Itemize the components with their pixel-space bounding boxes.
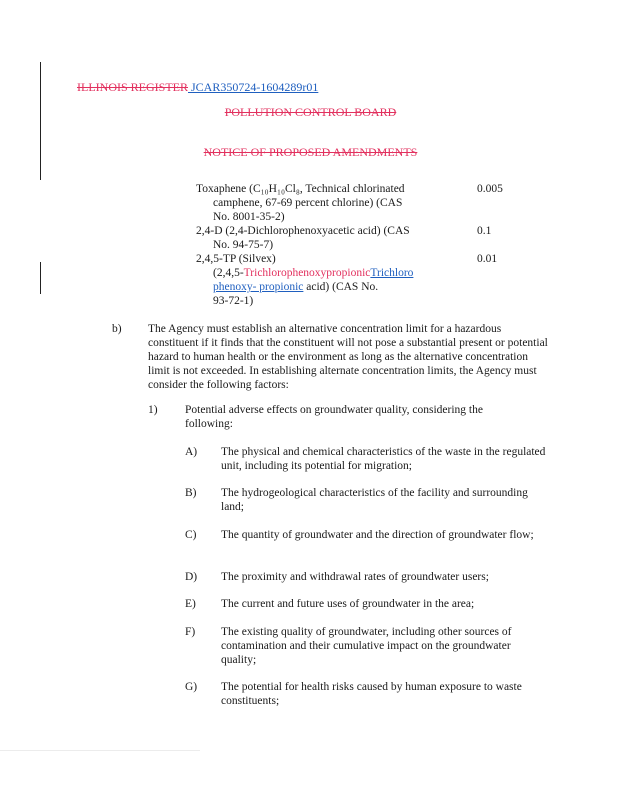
row-name-line (196, 266, 413, 280)
section-b-text: The Agency must establish an alternative concentration limit for a hazardous constituent if it finds that the constituent will not pose a substantial present or potential hazard to human health or the environment as long as the alternative concentration limit is not exceeded. In establishing alternate concentration limits, the Agency must consider the following factors: (148, 323, 548, 391)
row-value: 0.01 (477, 253, 498, 265)
silvex-prefix: (2,4,5- (213, 267, 244, 279)
silvex-suffix: acid) (CAS No. (303, 281, 379, 293)
deleted-chemical-name: Trichlorophenoxypropionic (243, 267, 371, 279)
sub-item-label: F) (185, 626, 196, 638)
item-1-text: Potential adverse effects on groundwater quality, considering the following: (185, 404, 483, 430)
sub-item-label: E) (185, 598, 196, 610)
inserted-chemical-name-cont: phenoxy- propionic (213, 281, 304, 293)
row-name-line: 2,4,5-TP (Silvex) (196, 253, 276, 265)
register-header (77, 80, 318, 95)
row-name-line: Toxaphene (C₁₀H₁₀Cl₈, Technical chlorinated (196, 183, 405, 195)
sub-item-label: B) (185, 487, 197, 499)
row-name-line: 2,4-D (2,4-Dichlorophenoxyacetic acid) (CAS (196, 225, 410, 237)
row-name-line: No. 94-75-7) (213, 239, 274, 251)
sub-item-text: The current and future uses of groundwater in the area; (221, 598, 475, 610)
row-name-line: No. 8001-35-2) (213, 211, 285, 223)
sub-item-label: D) (185, 571, 198, 583)
row-name-line (196, 280, 413, 294)
register-inserted-text: JCAR350724-1604289r01 (188, 80, 319, 94)
notice-title (0, 145, 621, 160)
sub-item-label: G) (185, 681, 198, 693)
row-value: 0.1 (477, 225, 492, 237)
table-row (196, 252, 413, 308)
footer-rule (0, 750, 200, 751)
table-row (196, 182, 405, 224)
sub-item-text: The existing quality of groundwater, including other sources of contamination and their cumulative impact on the groundwater quality; (221, 626, 512, 666)
section-b-label: b) (112, 323, 122, 335)
sub-item-label: A) (185, 446, 198, 458)
sub-item-text: The quantity of groundwater and the direction of groundwater flow; (221, 529, 534, 541)
notice-title-text: NOTICE OF PROPOSED AMENDMENTS (203, 145, 418, 159)
item-1-label: 1) (148, 404, 158, 416)
sub-item-label: C) (185, 529, 197, 541)
sub-item-text: The physical and chemical characteristics of the waste in the regulated unit, including its potential for migration; (221, 446, 546, 472)
table-row (196, 224, 410, 252)
row-name-line: 93-72-1) (213, 295, 254, 307)
board-title-text: POLLUTION CONTROL BOARD (224, 105, 397, 119)
board-title (0, 105, 621, 120)
register-deleted-text: ILLINOIS REGISTER (77, 80, 188, 94)
row-value: 0.005 (477, 183, 503, 195)
inserted-chemical-name: Trichloro (370, 267, 414, 279)
change-bar-top (40, 62, 41, 180)
change-bar-mid (40, 262, 41, 294)
row-name-line: camphene, 67-69 percent chlorine) (CAS (213, 197, 403, 209)
sub-item-text: The proximity and withdrawal rates of groundwater users; (221, 571, 489, 583)
sub-item-text: The potential for health risks caused by human exposure to waste constituents; (221, 681, 522, 707)
sub-item-text: The hydrogeological characteristics of the facility and surrounding land; (221, 487, 528, 513)
